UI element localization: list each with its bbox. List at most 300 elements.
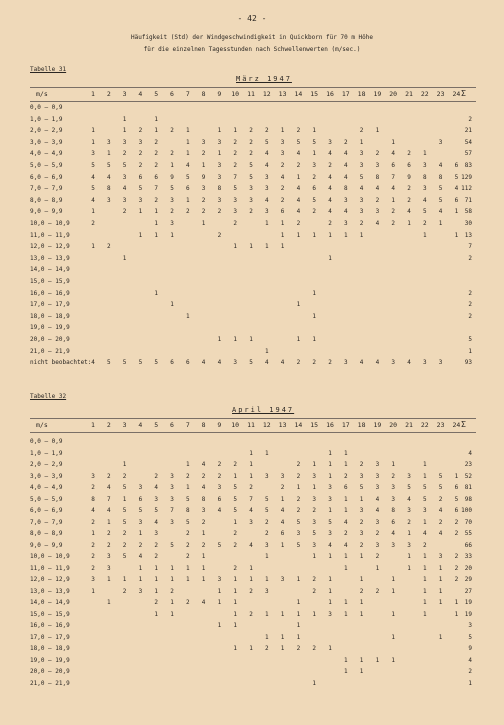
table-cell: 1 xyxy=(280,633,285,641)
heading-line-2: für die einzelnen Tagesstunden nach Schwellenwerten (m/sec.) xyxy=(143,46,361,53)
table-header-row xyxy=(30,90,476,101)
table-cell: 1 xyxy=(422,231,427,239)
table-cell: 5 xyxy=(170,185,174,193)
table-cell: 4 xyxy=(328,196,332,204)
table-cell: 5 xyxy=(422,495,427,503)
table-cell: 5 xyxy=(122,484,127,491)
table-cell: 5 xyxy=(91,162,95,169)
table-cell: 1 xyxy=(328,576,332,583)
table-cell: 7 xyxy=(154,185,158,193)
table-header-row xyxy=(30,421,476,432)
row-sum: 55 xyxy=(464,530,472,537)
hour-header: 11 xyxy=(247,421,255,429)
table-cell: 3 xyxy=(264,541,269,549)
table-cell: 1 xyxy=(328,254,332,262)
table-cell: 3 xyxy=(407,507,411,514)
table-cell: 2 xyxy=(280,484,285,491)
table-cell: 2 xyxy=(264,530,269,537)
row-sum: 19 xyxy=(464,610,472,618)
table-cell: 1 xyxy=(233,610,237,618)
table-cell: 2 xyxy=(154,599,158,606)
table-cell: 1 xyxy=(138,564,143,572)
table-cell: 5 xyxy=(359,173,364,181)
table-cell: 2 xyxy=(154,541,158,549)
table-cell: 2 xyxy=(454,564,459,572)
table-cell: 1 xyxy=(264,633,269,641)
table-cell: 1 xyxy=(328,553,332,560)
table-cell: 2 xyxy=(185,472,190,480)
row-label: 19,0 – 19,9 xyxy=(30,656,70,664)
table-cell: 2 xyxy=(201,208,206,216)
table-cell: 2 xyxy=(249,150,253,158)
table-cell: 1 xyxy=(343,231,348,239)
row-label: 6,0 – 6,9 xyxy=(30,173,63,181)
table-cell: 4 xyxy=(359,185,364,193)
table-cell: 1 xyxy=(233,599,237,606)
table-cell: 4 xyxy=(438,162,443,169)
table-cell: 4 xyxy=(296,150,301,158)
row-label: 11,0 – 11,9 xyxy=(30,231,70,239)
table-cell: 1 xyxy=(312,289,316,297)
table-cell: 1 xyxy=(343,495,348,503)
row-sum: 83 xyxy=(464,162,472,169)
table-cell: 4 xyxy=(328,185,332,193)
table-cell: 4 xyxy=(280,173,285,181)
hour-header: 2 xyxy=(106,421,111,429)
table-cell: 2 xyxy=(122,208,127,216)
table-cell: 5 xyxy=(438,196,443,204)
table-cell: 2 xyxy=(328,359,332,367)
table-cell: 5 xyxy=(249,173,253,181)
table-cell: 3 xyxy=(170,518,174,526)
table-row xyxy=(30,208,476,219)
table-cell: 1 xyxy=(359,576,364,583)
table-cell: 2 xyxy=(359,518,364,526)
table-cell: 4 xyxy=(375,359,380,367)
table-cell: 3 xyxy=(375,518,380,526)
table-row xyxy=(30,668,476,679)
table-cell: 4 xyxy=(185,162,190,169)
table-cell: 3 xyxy=(138,196,143,204)
table-cell: 2 xyxy=(454,518,459,526)
table-cell: 4 xyxy=(438,208,443,216)
table-cell: 5 xyxy=(122,359,127,367)
row-sum: 30 xyxy=(464,220,472,227)
row-label: 5,0 – 5,9 xyxy=(30,162,63,169)
table-cell: 2 xyxy=(91,541,95,549)
table-cell: 1 xyxy=(154,208,158,216)
table-cell: 2 xyxy=(312,359,316,367)
row-label: 7,0 – 7,9 xyxy=(30,185,63,193)
table-cell: 4 xyxy=(264,150,269,158)
table-cell: 1 xyxy=(249,564,253,572)
row-label: 2,0 – 2,9 xyxy=(30,127,63,135)
table-cell: 5 xyxy=(296,138,301,146)
table-cell: 2 xyxy=(217,461,222,468)
table-cell: 3 xyxy=(138,587,143,595)
table-cell: 1 xyxy=(422,587,427,595)
table-cell: 2 xyxy=(312,173,316,181)
table-cell: 5 xyxy=(422,208,427,216)
table-cell: 1 xyxy=(170,599,174,606)
table-cell: 8 xyxy=(201,495,206,503)
row-sum: 58 xyxy=(464,208,472,216)
table-cell: 3 xyxy=(201,507,206,514)
row-label: 4,0 – 4,9 xyxy=(30,484,63,491)
table-cell: 1 xyxy=(170,231,174,239)
table-cell: 5 xyxy=(454,495,459,503)
table-row xyxy=(30,565,476,576)
table-cell: 7 xyxy=(170,507,174,514)
table-cell: 6 xyxy=(280,208,285,216)
hour-header: 12 xyxy=(262,421,271,429)
table-cell: 6 xyxy=(170,359,174,367)
table-cell: 1 xyxy=(407,220,411,227)
table-cell: 1 xyxy=(201,220,206,227)
hour-header: 23 xyxy=(436,90,445,98)
table-cell: 2 xyxy=(249,484,253,491)
table-cell: 4 xyxy=(343,208,348,216)
table-cell: 1 xyxy=(296,576,301,583)
table-cell: 3 xyxy=(391,484,395,491)
table-cell: 1 xyxy=(249,472,253,480)
row-label: 1,0 – 1,9 xyxy=(30,115,63,123)
hour-header: 2 xyxy=(106,90,111,98)
row-sum: 29 xyxy=(464,576,472,583)
table-cell: 4 xyxy=(375,185,380,193)
row-label: 12,0 – 12,9 xyxy=(30,243,70,251)
table-cell: 5 xyxy=(91,185,95,193)
table-cell: 1 xyxy=(328,507,332,514)
table-cell: 2 xyxy=(201,518,206,526)
table-cell: 1 xyxy=(422,564,427,572)
table-cell: 2 xyxy=(264,518,269,526)
table-cell: 3 xyxy=(391,495,395,503)
table-cell: 4 xyxy=(154,518,158,526)
table-cell: 2 xyxy=(170,150,174,158)
table-row xyxy=(30,450,476,461)
table-cell: 1 xyxy=(328,461,332,468)
table-cell: 4 xyxy=(343,541,348,549)
table-cell: 3 xyxy=(91,150,95,158)
table-cell: 3 xyxy=(249,185,253,193)
table-cell: 1 xyxy=(391,610,395,618)
table-rule xyxy=(30,87,476,88)
table-cell: 6 xyxy=(138,495,143,503)
row-label: 13,0 – 13,9 xyxy=(30,587,70,595)
table-cell: 1 xyxy=(122,127,127,135)
hour-header: 19 xyxy=(373,421,382,429)
row-sum: 93 xyxy=(464,359,472,367)
row-sum: 2 xyxy=(468,301,472,309)
table-row xyxy=(30,313,476,324)
table-cell: 1 xyxy=(106,576,111,583)
table-cell: 1 xyxy=(359,495,364,503)
table-cell: 1 xyxy=(185,127,190,135)
row-label: 6,0 – 6,9 xyxy=(30,507,63,514)
table-cell: 2 xyxy=(249,138,253,146)
table-cell: 1 xyxy=(264,610,269,618)
hour-header: 11 xyxy=(247,90,255,98)
table-cell: 4 xyxy=(91,196,95,204)
table-cell: 2 xyxy=(328,220,332,227)
table-cell: 1 xyxy=(312,679,316,687)
table-cell: 4 xyxy=(296,185,301,193)
table-cell: 2 xyxy=(359,541,364,549)
hour-header: 22 xyxy=(420,421,429,429)
table-cell: 4 xyxy=(375,495,380,503)
table-cell: 2 xyxy=(122,541,127,549)
table-cell: 1 xyxy=(454,231,459,239)
unit-header: m/s xyxy=(36,421,48,429)
table-cell: 1 xyxy=(249,336,253,343)
table-cell: 2 xyxy=(185,208,190,216)
table-cell: 2 xyxy=(312,645,316,652)
table-cell: 2 xyxy=(91,220,95,227)
row-sum: 66 xyxy=(464,541,472,549)
table-cell: 1 xyxy=(391,656,395,664)
table-cell: 3 xyxy=(328,484,332,491)
table-cell: 2 xyxy=(91,553,95,560)
row-label: 18,0 – 18,9 xyxy=(30,312,70,320)
table-cell: 1 xyxy=(138,576,143,583)
table-cell: 1 xyxy=(91,127,95,135)
table-cell: 2 xyxy=(138,127,143,135)
table-cell: 2 xyxy=(249,127,253,135)
table-cell: 3 xyxy=(359,208,364,216)
row-sum: 2 xyxy=(468,668,472,675)
row-label: 9,0 – 9,9 xyxy=(30,208,63,216)
table-row xyxy=(30,484,476,495)
table-cell: 1 xyxy=(233,127,237,135)
table-cell: 1 xyxy=(154,115,158,123)
table-cell: 2 xyxy=(106,472,111,480)
table-cell: 2 xyxy=(280,185,285,193)
table-cell: 2 xyxy=(454,530,459,537)
table-cell: 2 xyxy=(233,150,237,158)
sum-header: Σ xyxy=(461,89,466,98)
table-cell: 1 xyxy=(280,610,285,618)
table-cell: 2 xyxy=(296,127,301,135)
row-sum: 33 xyxy=(464,553,472,560)
table-cell: 3 xyxy=(312,162,316,169)
table-cell: 2 xyxy=(170,208,174,216)
table-row xyxy=(30,634,476,645)
table-row xyxy=(30,243,476,254)
table-cell: 2 xyxy=(233,138,237,146)
table-cell: 5 xyxy=(438,472,443,480)
table-cell: 2 xyxy=(122,587,127,595)
table-cell: 2 xyxy=(312,507,316,514)
table-cell: 4 xyxy=(280,359,285,367)
table-cell: 5 xyxy=(233,185,237,193)
table-cell: 5 xyxy=(438,185,443,193)
table-cell: 2 xyxy=(407,185,411,193)
table-cell: 1 xyxy=(359,553,364,560)
table-cell: 2 xyxy=(312,576,316,583)
table-cell: 4 xyxy=(106,173,111,181)
row-label: 20,0 – 20,9 xyxy=(30,668,70,675)
table-cell: 7 xyxy=(249,495,253,503)
table-cell: 1 xyxy=(454,610,459,618)
row-sum: 5 xyxy=(468,336,472,343)
table-cell: 2 xyxy=(296,162,301,169)
table-cell: 3 xyxy=(217,162,222,169)
table-cell: 2 xyxy=(296,495,301,503)
table-cell: 1 xyxy=(217,622,222,629)
row-sum: 9 xyxy=(468,645,472,652)
table-cell: 4 xyxy=(91,173,95,181)
table-cell: 1 xyxy=(249,449,253,457)
table-cell: 3 xyxy=(264,185,269,193)
table-cell: 4 xyxy=(249,507,253,514)
table-cell: 1 xyxy=(91,138,95,146)
table-cell: 5 xyxy=(312,138,316,146)
row-label: nicht beobachtet: xyxy=(30,359,92,367)
table-cell: 1 xyxy=(296,622,301,629)
table-cell: 3 xyxy=(375,162,380,169)
table-cell: 2 xyxy=(217,472,222,480)
table-cell: 2 xyxy=(170,587,174,595)
row-label: 17,0 – 17,9 xyxy=(30,301,70,309)
hour-header: 5 xyxy=(154,90,159,98)
table-cell: 4 xyxy=(91,359,95,367)
row-sum: 20 xyxy=(464,564,472,572)
table-cell: 2 xyxy=(296,220,301,227)
row-label: 14,0 – 14,9 xyxy=(30,266,70,274)
hour-header: 7 xyxy=(185,421,190,429)
table-cell: 1 xyxy=(138,231,143,239)
table-cell: 1 xyxy=(280,231,285,239)
table-cell: 1 xyxy=(264,553,269,560)
row-sum: 1 xyxy=(468,347,472,355)
table-cell: 1 xyxy=(312,312,316,320)
table-cell: 2 xyxy=(185,553,190,560)
table-cell: 1 xyxy=(154,610,158,618)
table-cell: 1 xyxy=(422,599,427,606)
table-cell: 7 xyxy=(233,173,237,181)
table-rule xyxy=(30,101,476,102)
table-cell: 3 xyxy=(312,495,316,503)
table-cell: 2 xyxy=(375,530,380,537)
table-row xyxy=(30,588,476,599)
row-sum: 71 xyxy=(464,196,472,204)
table-cell: 3 xyxy=(391,359,395,367)
table-cell: 4 xyxy=(201,461,206,468)
table-row xyxy=(30,496,476,507)
hour-header: 14 xyxy=(294,90,303,98)
table-cell: 1 xyxy=(438,633,443,641)
table-cell: 2 xyxy=(328,162,332,169)
table-cell: 2 xyxy=(249,587,253,595)
row-label: 10,0 – 10,9 xyxy=(30,220,70,227)
table-cell: 3 xyxy=(138,518,143,526)
table-cell: 3 xyxy=(312,541,316,549)
hour-header: 3 xyxy=(122,90,127,98)
hour-header: 17 xyxy=(341,421,350,429)
table-cell: 2 xyxy=(154,162,158,169)
table-cell: 1 xyxy=(185,196,190,204)
table-cell: 1 xyxy=(312,610,316,618)
table-cell: 4 xyxy=(422,530,427,537)
table-cell: 1 xyxy=(343,668,348,675)
table-cell: 3 xyxy=(359,530,364,537)
table-row xyxy=(30,266,476,277)
table-row xyxy=(30,116,476,127)
table-cell: 5 xyxy=(154,507,158,514)
table-cell: 2 xyxy=(201,150,206,158)
table-cell: 2 xyxy=(264,127,269,135)
table-cell: 1 xyxy=(359,668,364,675)
row-sum: 7 xyxy=(468,243,472,251)
table-cell: 2 xyxy=(122,472,127,480)
table-row xyxy=(30,622,476,633)
table-cell: 1 xyxy=(296,231,301,239)
table-cell: 1 xyxy=(391,576,395,583)
row-label: 7,0 – 7,9 xyxy=(30,518,63,526)
table-cell: 2 xyxy=(91,484,95,491)
row-sum: 19 xyxy=(464,599,472,606)
table-cell: 3 xyxy=(233,359,237,367)
table-cell: 2 xyxy=(233,220,237,227)
table-cell: 3 xyxy=(280,138,285,146)
table-cell: 5 xyxy=(407,484,411,491)
table-cell: 1 xyxy=(422,576,427,583)
table-cell: 3 xyxy=(375,541,380,549)
table-cell: 6 xyxy=(407,162,411,169)
table-cell: 1 xyxy=(233,336,237,343)
table-cell: 2 xyxy=(296,507,301,514)
sum-header: Σ xyxy=(461,420,466,429)
table-cell: 5 xyxy=(296,518,301,526)
table-cell: 1 xyxy=(185,150,190,158)
table-cell: 5 xyxy=(122,162,127,169)
table-cell: 1 xyxy=(264,449,269,457)
hour-header: 1 xyxy=(91,421,95,429)
table-cell: 3 xyxy=(312,518,316,526)
table-cell: 4 xyxy=(407,359,411,367)
table-cell: 3 xyxy=(375,472,380,480)
table-cell: 1 xyxy=(438,576,443,583)
table-cell: 1 xyxy=(122,115,127,123)
table-cell: 6 xyxy=(185,185,190,193)
table-cell: 4 xyxy=(201,484,206,491)
row-sum: 13 xyxy=(464,231,472,239)
hour-header: 9 xyxy=(217,90,222,98)
table-cell: 1 xyxy=(154,231,158,239)
table-cell: 3 xyxy=(264,173,269,181)
table-row xyxy=(30,197,476,208)
table-cell: 8 xyxy=(185,507,190,514)
table-cell: 4 xyxy=(422,196,427,204)
table-cell: 2 xyxy=(217,231,222,239)
table-cell: 1 xyxy=(154,220,158,227)
hour-header: 20 xyxy=(389,90,398,98)
table-cell: 3 xyxy=(249,196,253,204)
table-cell: 1 xyxy=(154,587,158,595)
table-cell: 3 xyxy=(407,472,411,480)
hour-header: 13 xyxy=(278,90,287,98)
table-cell: 5 xyxy=(106,162,111,169)
table-cell: 1 xyxy=(170,610,174,618)
table-cell: 2 xyxy=(264,645,269,652)
table-cell: 6 xyxy=(138,173,143,181)
table-cell: 6 xyxy=(454,484,459,491)
table-cell: 6 xyxy=(454,507,459,514)
table-cell: 1 xyxy=(407,553,411,560)
row-sum: 52 xyxy=(464,472,472,480)
table-cell: 1 xyxy=(201,564,206,572)
